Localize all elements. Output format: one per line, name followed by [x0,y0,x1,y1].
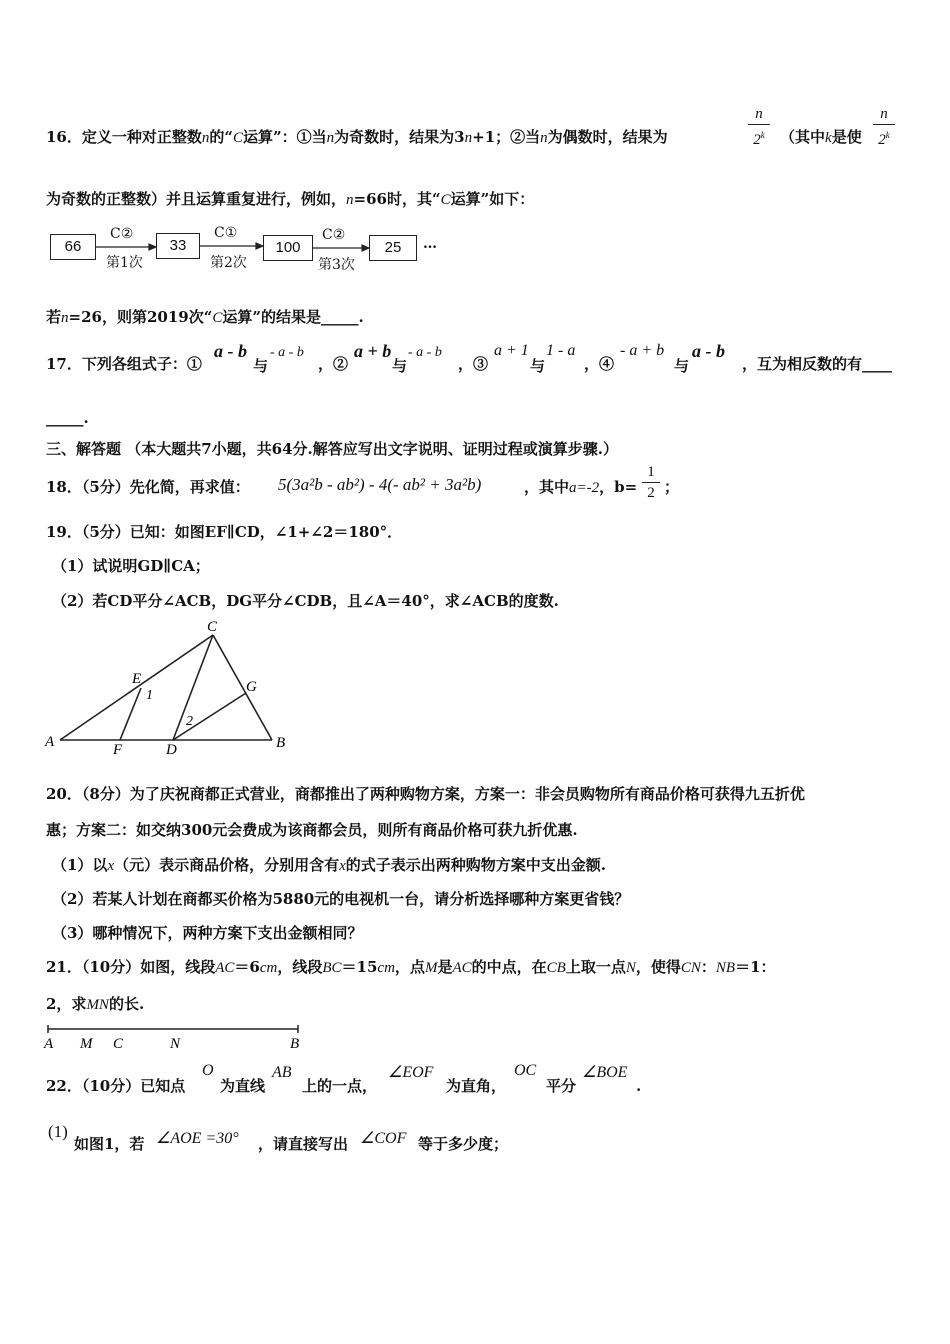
fig-angle-1: 1 [146,688,153,703]
q17-expr-4b: a - b [692,341,725,361]
fig-angle-2: 2 [186,714,193,729]
q17-expr-3a: a + 1 [494,342,529,359]
q22-part-1-number: (1) [48,1122,68,1141]
q18-condition: ，其中a=-2，b= [524,478,638,496]
q17-yu-2: 与 [392,357,408,375]
flow-box-3: 100 [263,235,313,261]
q16-fraction-2: $\frac{n}{2^k}$ [873,104,895,150]
section-3-heading: 三、解答题 （本大题共7小题，共64分.解答应写出文字说明、证明过程或演算步骤.） [46,440,618,458]
q20-line1: 20．（8分）为了庆祝商都正式营业，商都推出了两种购物方案，方案一：非会员购物所有商品价格可获得九五折优 [46,785,805,803]
q22-part-1-a: 如图1，若 [74,1135,145,1153]
q22-angle-cof: ∠COF [360,1130,407,1147]
q21-line2: 2，求MN的长. [46,995,145,1013]
q19-part-2: （2）若CD平分∠ACB，DG平分∠CDB，且∠A＝40°，求∠ACB的度数. [52,592,559,610]
q17-line2: _____. [46,409,89,427]
q22-prefix: 22．（10分）已知点 [46,1077,186,1095]
flow-box-2: 33 [156,233,200,259]
q22-text-c: 上的一点， [302,1077,378,1095]
q19-part-1: （1）试说明GD∥CA； [52,557,210,575]
q17-yu-3: 与 [530,357,546,375]
q17-expr-1a: a - b [214,341,247,361]
q18-fraction: $\frac{1}{2}$ [642,462,660,503]
q22-angle-boe: ∠BOE [582,1064,628,1081]
q17-expr-2a: a + b [354,341,392,361]
flow-box-1: 66 [50,234,96,260]
q19-title: 19．（5分）已知：如图EF∥CD，∠1+∠2＝180°． [46,523,403,541]
q20-part-2: （2）若某人计划在商都买价格为5880元的电视机一台，请分析选择哪种方案更省钱？ [52,890,630,908]
q16-line2: 为奇数的正整数）并且运算重复进行，例如，n=66时，其“C运算”如下： [46,190,535,208]
flow-box-4: 25 [369,235,417,261]
q21-line1: 21．（10分）如图，线段AC＝6cm，线段BC＝15cm，点M是AC的中点，在CB上取一点N，使得CN：NB＝1： [46,958,776,976]
flow-op-2: C① [214,225,238,241]
flow-ellipsis: … [423,236,437,252]
q22-angle-aoe: ∠AOE =30° [156,1130,239,1147]
q20-part-1: （1）以x（元）表示商品价格，分别用含有x的式子表示出两种购物方案中支出金额. [52,856,607,874]
fig-label-E: E [132,671,142,687]
q22-part-1-c: 等于多少度； [418,1135,509,1153]
fig-label-B: B [276,735,286,751]
fig-label-C: C [207,619,218,635]
q22-text-b: 为直线 [220,1077,266,1095]
q17-sep-3: ，③ [458,355,489,373]
q17-yu-4: 与 [674,357,690,375]
q22-angle-eof: ∠EOF [388,1064,434,1081]
q17-sep-2: ，② [318,355,349,373]
q17-expr-1b: - a - b [270,345,304,360]
q17-expr-2b: - a - b [408,345,442,360]
fig-label-D: D [166,742,177,755]
q21-segment-figure [40,1020,310,1054]
q19-figure [40,615,300,755]
fig-label-G: G [246,679,257,695]
q18-prefix: 18．（5分）先化简，再求值： [46,478,250,496]
q22-ray-oc: OC [514,1062,537,1079]
q17-sep-4: ，④ [584,355,615,373]
flow-step-1: 第1次 [106,255,143,271]
q17-expr-4a: - a + b [620,342,665,359]
flow-op-3: C② [322,227,346,243]
seg-label-B: B [290,1036,300,1052]
flow-step-3: 第3次 [318,257,355,273]
q17-expr-3b: 1 - a [546,342,576,359]
fig-label-A: A [45,734,55,750]
flow-step-2: 第2次 [210,255,247,271]
q22-text-e: 平分 [546,1077,577,1095]
seg-label-C: C [113,1036,124,1052]
q17-yu-1: 与 [253,357,269,375]
seg-label-M: M [80,1036,93,1052]
seg-label-A: A [44,1036,54,1052]
fig-label-F: F [113,742,123,755]
seg-label-N: N [170,1036,181,1052]
q18-expression: 5(3a²b - ab²) - 4(- ab² + 3a²b) [278,475,482,494]
q22-point-o: O [202,1062,214,1079]
q20-line2: 惠；方案二：如交纳300元会费成为该商都会员，则所有商品价格可获九折优惠. [46,821,578,839]
q22-part-1-b: ，请直接写出 [258,1135,349,1153]
q16-line1-tail: （其中k是使 [780,128,862,146]
q16-fraction-1: $\frac{n}{2^k}$ [748,104,770,150]
q16-line3: 若n=26，则第2019次“C运算”的结果是_____. [46,308,364,326]
q20-part-3: （3）哪种情况下，两种方案下支出金额相同？ [52,924,363,942]
q22-text-f: . [636,1077,642,1095]
flow-op-1: C② [110,226,134,242]
q18-end: ； [664,478,680,496]
q22-text-d: 为直角， [446,1077,507,1095]
q16-line1: 16．定义一种对正整数n的“C运算”：①当n为奇数时，结果为3n+1；②当n为偶数时，结果为 [46,128,668,146]
q22-line-ab: AB [272,1064,292,1081]
q17-tail: ，互为相反数的有____ [742,355,893,373]
q17-prefix: 17．下列各组式子：① [46,355,202,373]
